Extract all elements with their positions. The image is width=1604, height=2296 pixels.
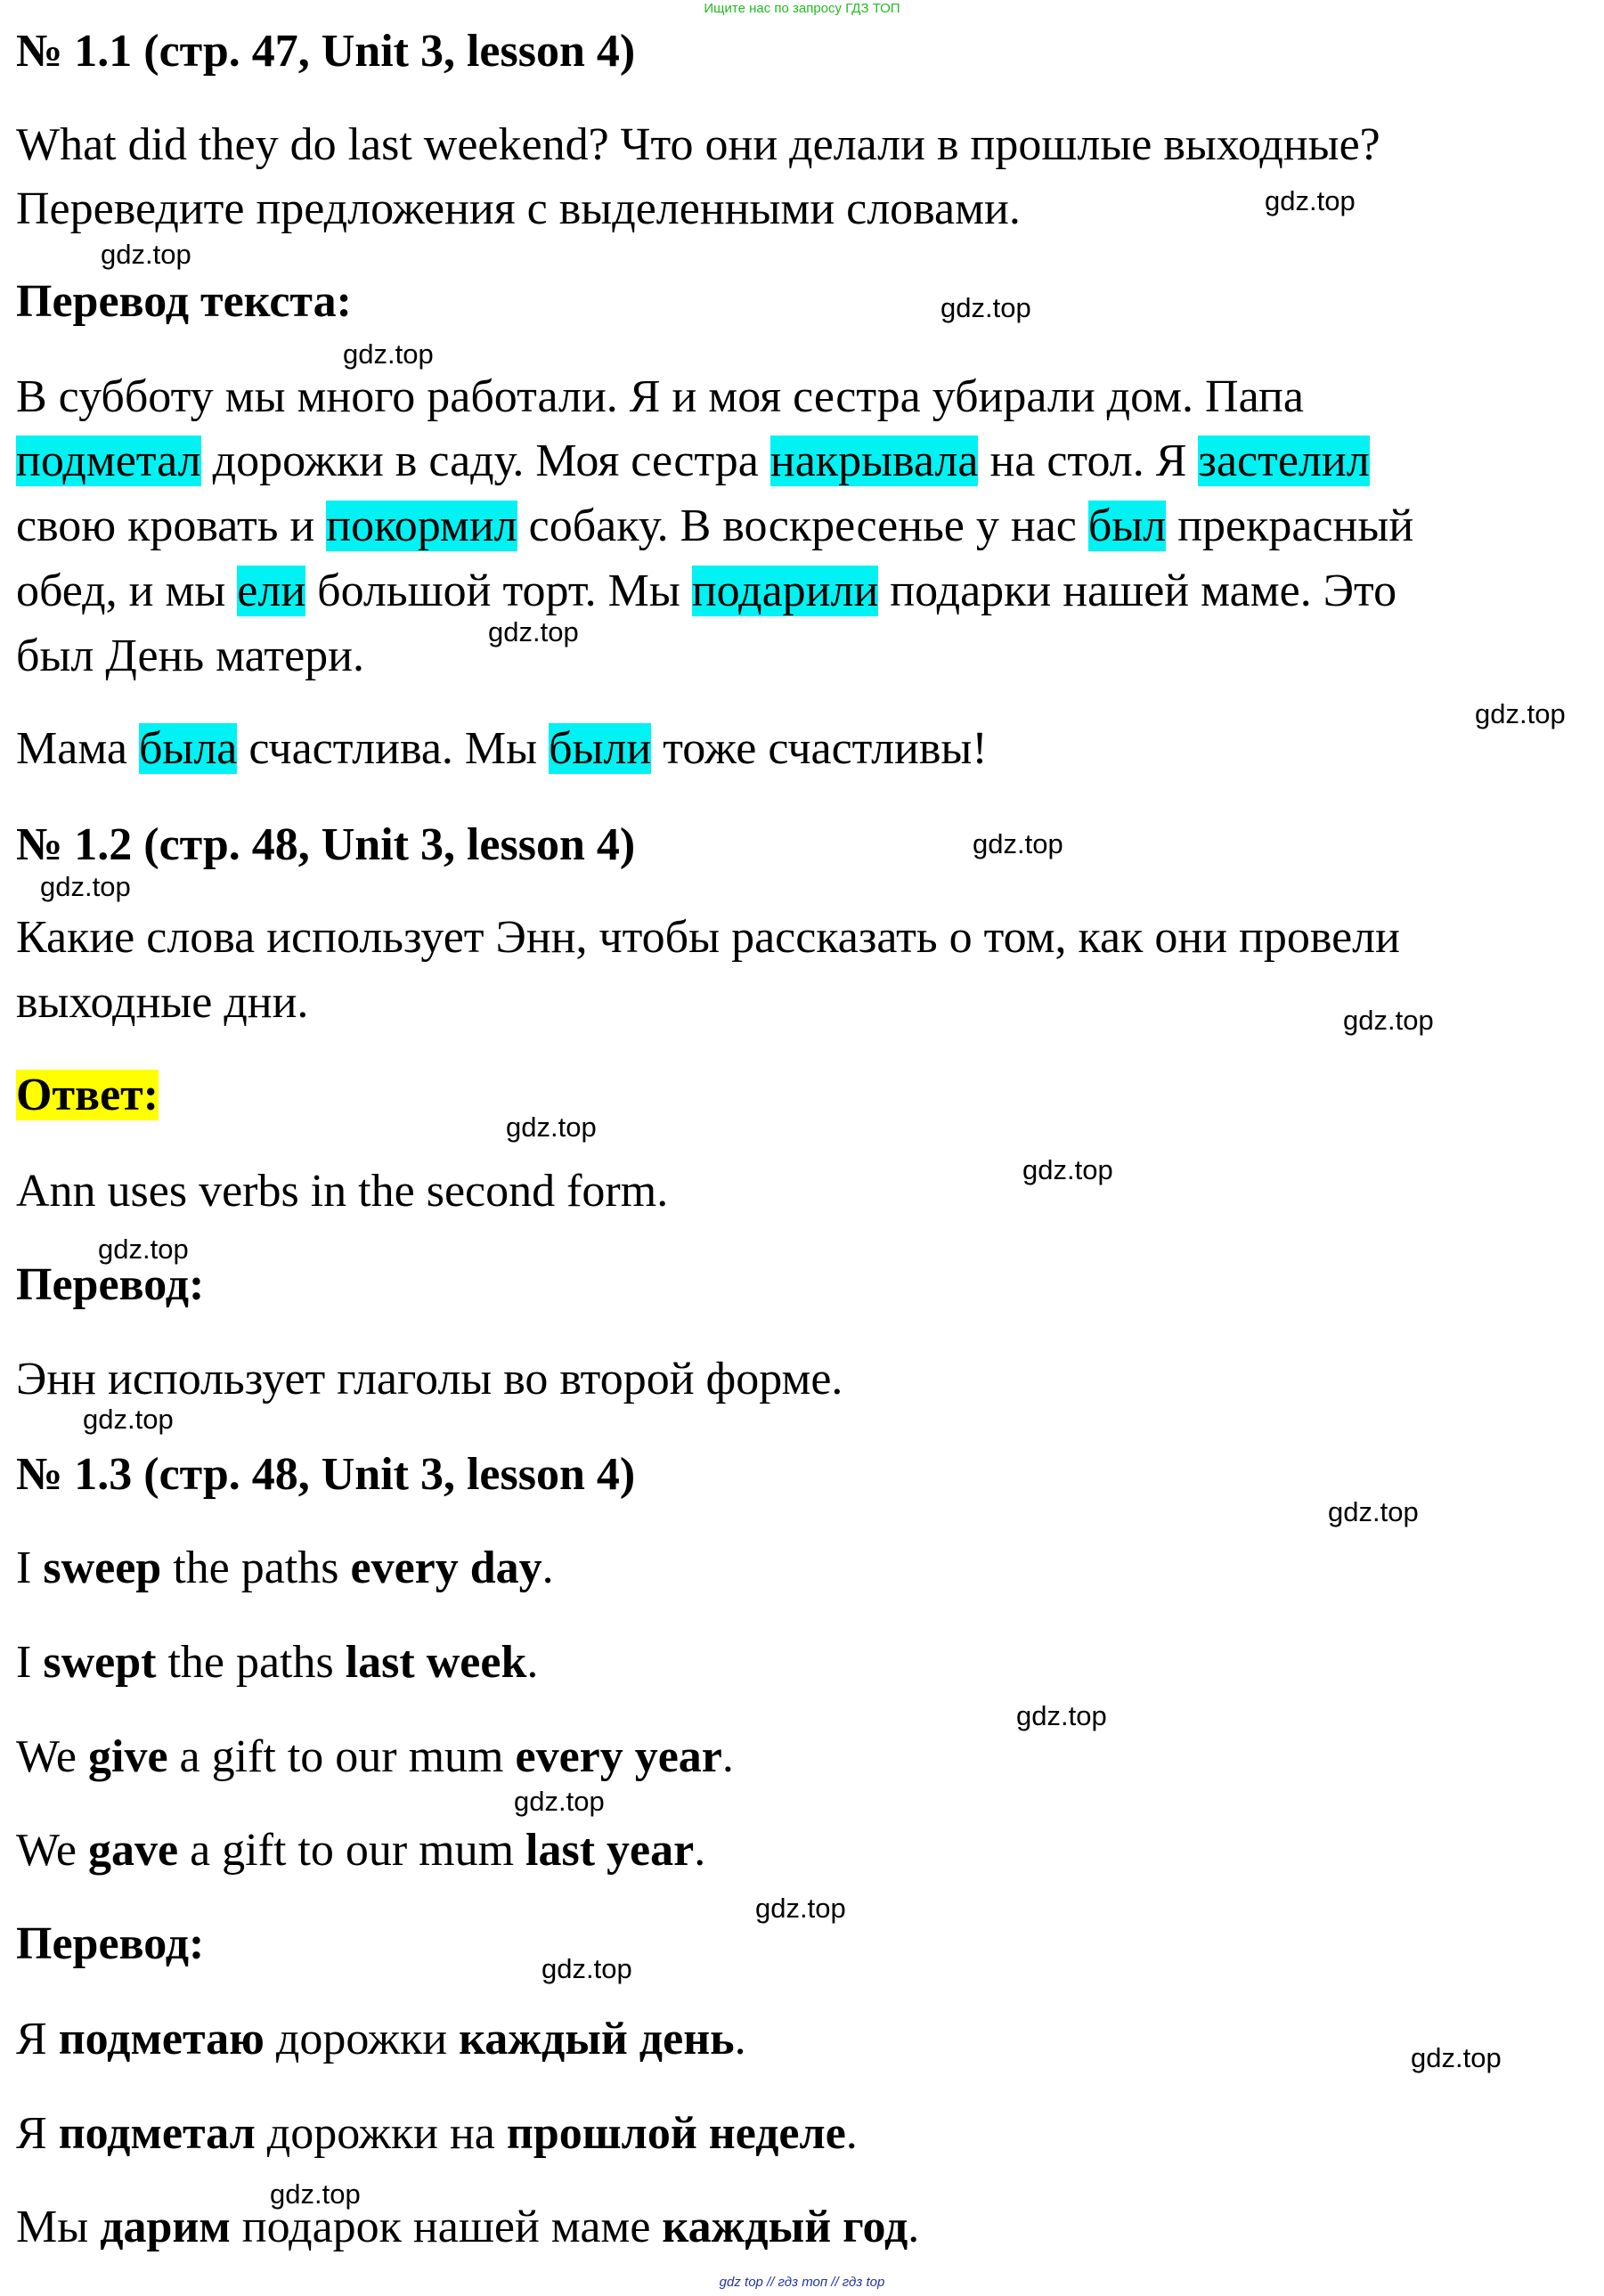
sentence: We gave a gift to our mum last year. bbox=[16, 1825, 706, 1876]
watermark: gdz.top bbox=[541, 1953, 632, 1984]
watermark: gdz.top bbox=[940, 292, 1031, 323]
watermark: gdz.top bbox=[101, 239, 191, 270]
highlighted-word: подметал bbox=[16, 436, 201, 486]
paragraph-line: был День матери. bbox=[16, 631, 364, 681]
highlighted-word: подарили bbox=[691, 566, 879, 616]
answer-label: Ответ: bbox=[16, 1070, 159, 1120]
sentence: We give a gift to our mum every year. bbox=[16, 1731, 734, 1782]
paragraph-line: В субботу мы много работали. Я и моя сестра убирали дом. Папа bbox=[16, 371, 1304, 422]
translation-sentence: Я подметал дорожки на прошлой неделе. bbox=[16, 2108, 858, 2159]
watermark: gdz.top bbox=[755, 1893, 846, 1924]
watermark: gdz.top bbox=[98, 1233, 189, 1265]
watermark: gdz.top bbox=[1328, 1496, 1419, 1527]
paragraph-line: подметал дорожки в саду. Моя сестра накрывала на стол. Я застелил bbox=[16, 436, 1370, 486]
footer-links: gdz top // гдз топ // гдз top bbox=[719, 2275, 885, 2290]
highlighted-word: застелил bbox=[1198, 436, 1370, 486]
watermark: gdz.top bbox=[1343, 1005, 1434, 1036]
exercise-heading-1-2: № 1.2 (стр. 48, Unit 3, lesson 4) bbox=[16, 819, 636, 870]
watermark: gdz.top bbox=[83, 1404, 174, 1435]
sentence: I sweep the paths every day. bbox=[16, 1543, 554, 1593]
watermark: gdz.top bbox=[1016, 1700, 1107, 1731]
watermark: gdz.top bbox=[1022, 1154, 1113, 1185]
answer-text: Ann uses verbs in the second form. bbox=[16, 1166, 669, 1217]
task-text: What did they do last weekend? Что они делали в прошлые выходные? bbox=[16, 119, 1380, 170]
highlighted-word: ели bbox=[237, 566, 306, 616]
watermark: gdz.top bbox=[973, 828, 1063, 859]
sentence: I swept the paths last week. bbox=[16, 1637, 539, 1688]
paragraph-line: Мама была счастлива. Мы были тоже счастливы! bbox=[16, 723, 988, 774]
highlighted-word: была bbox=[138, 723, 238, 774]
exercise-heading-1-1: № 1.1 (стр. 47, Unit 3, lesson 4) bbox=[16, 26, 636, 77]
highlighted-word: был bbox=[1087, 501, 1167, 551]
highlighted-word: были bbox=[549, 723, 652, 774]
watermark: gdz.top bbox=[488, 616, 579, 647]
translation-text: Энн использует глаголы во второй форме. bbox=[16, 1354, 843, 1404]
watermark: gdz.top bbox=[506, 1111, 597, 1143]
paragraph-line: свою кровать и покормил собаку. В воскресенье у нас был прекрасный bbox=[16, 501, 1414, 551]
task-text: Какие слова использует Энн, чтобы рассказать о том, как они провели bbox=[16, 912, 1400, 963]
paragraph-line: обед, и мы ели большой торт. Мы подарили подарки нашей маме. Это bbox=[16, 566, 1397, 616]
watermark: gdz.top bbox=[40, 871, 131, 902]
translation-sentence: Я подметаю дорожки каждый день. bbox=[16, 2014, 746, 2064]
highlighted-word: накрывала bbox=[769, 436, 979, 486]
translation-sentence: Мы дарим подарок нашей маме каждый год. bbox=[16, 2202, 920, 2252]
highlighted-word: покормил bbox=[326, 501, 517, 551]
translation-heading: Перевод: bbox=[16, 1918, 205, 1969]
exercise-heading-1-3: № 1.3 (стр. 48, Unit 3, lesson 4) bbox=[16, 1449, 636, 1500]
watermark: gdz.top bbox=[1475, 698, 1566, 729]
watermark: gdz.top bbox=[514, 1786, 605, 1817]
watermark: gdz.top bbox=[343, 338, 434, 370]
search-hint: Ищите нас по запросу ГДЗ ТОП bbox=[704, 1, 900, 16]
translation-heading: Перевод: bbox=[16, 1259, 205, 1310]
watermark: gdz.top bbox=[270, 2178, 361, 2210]
translation-heading: Перевод текста: bbox=[16, 276, 352, 327]
task-text: Переведите предложения с выделенными словами. bbox=[16, 183, 1021, 234]
watermark: gdz.top bbox=[1265, 185, 1356, 216]
watermark: gdz.top bbox=[1411, 2042, 1502, 2073]
task-text: выходные дни. bbox=[16, 977, 309, 1028]
